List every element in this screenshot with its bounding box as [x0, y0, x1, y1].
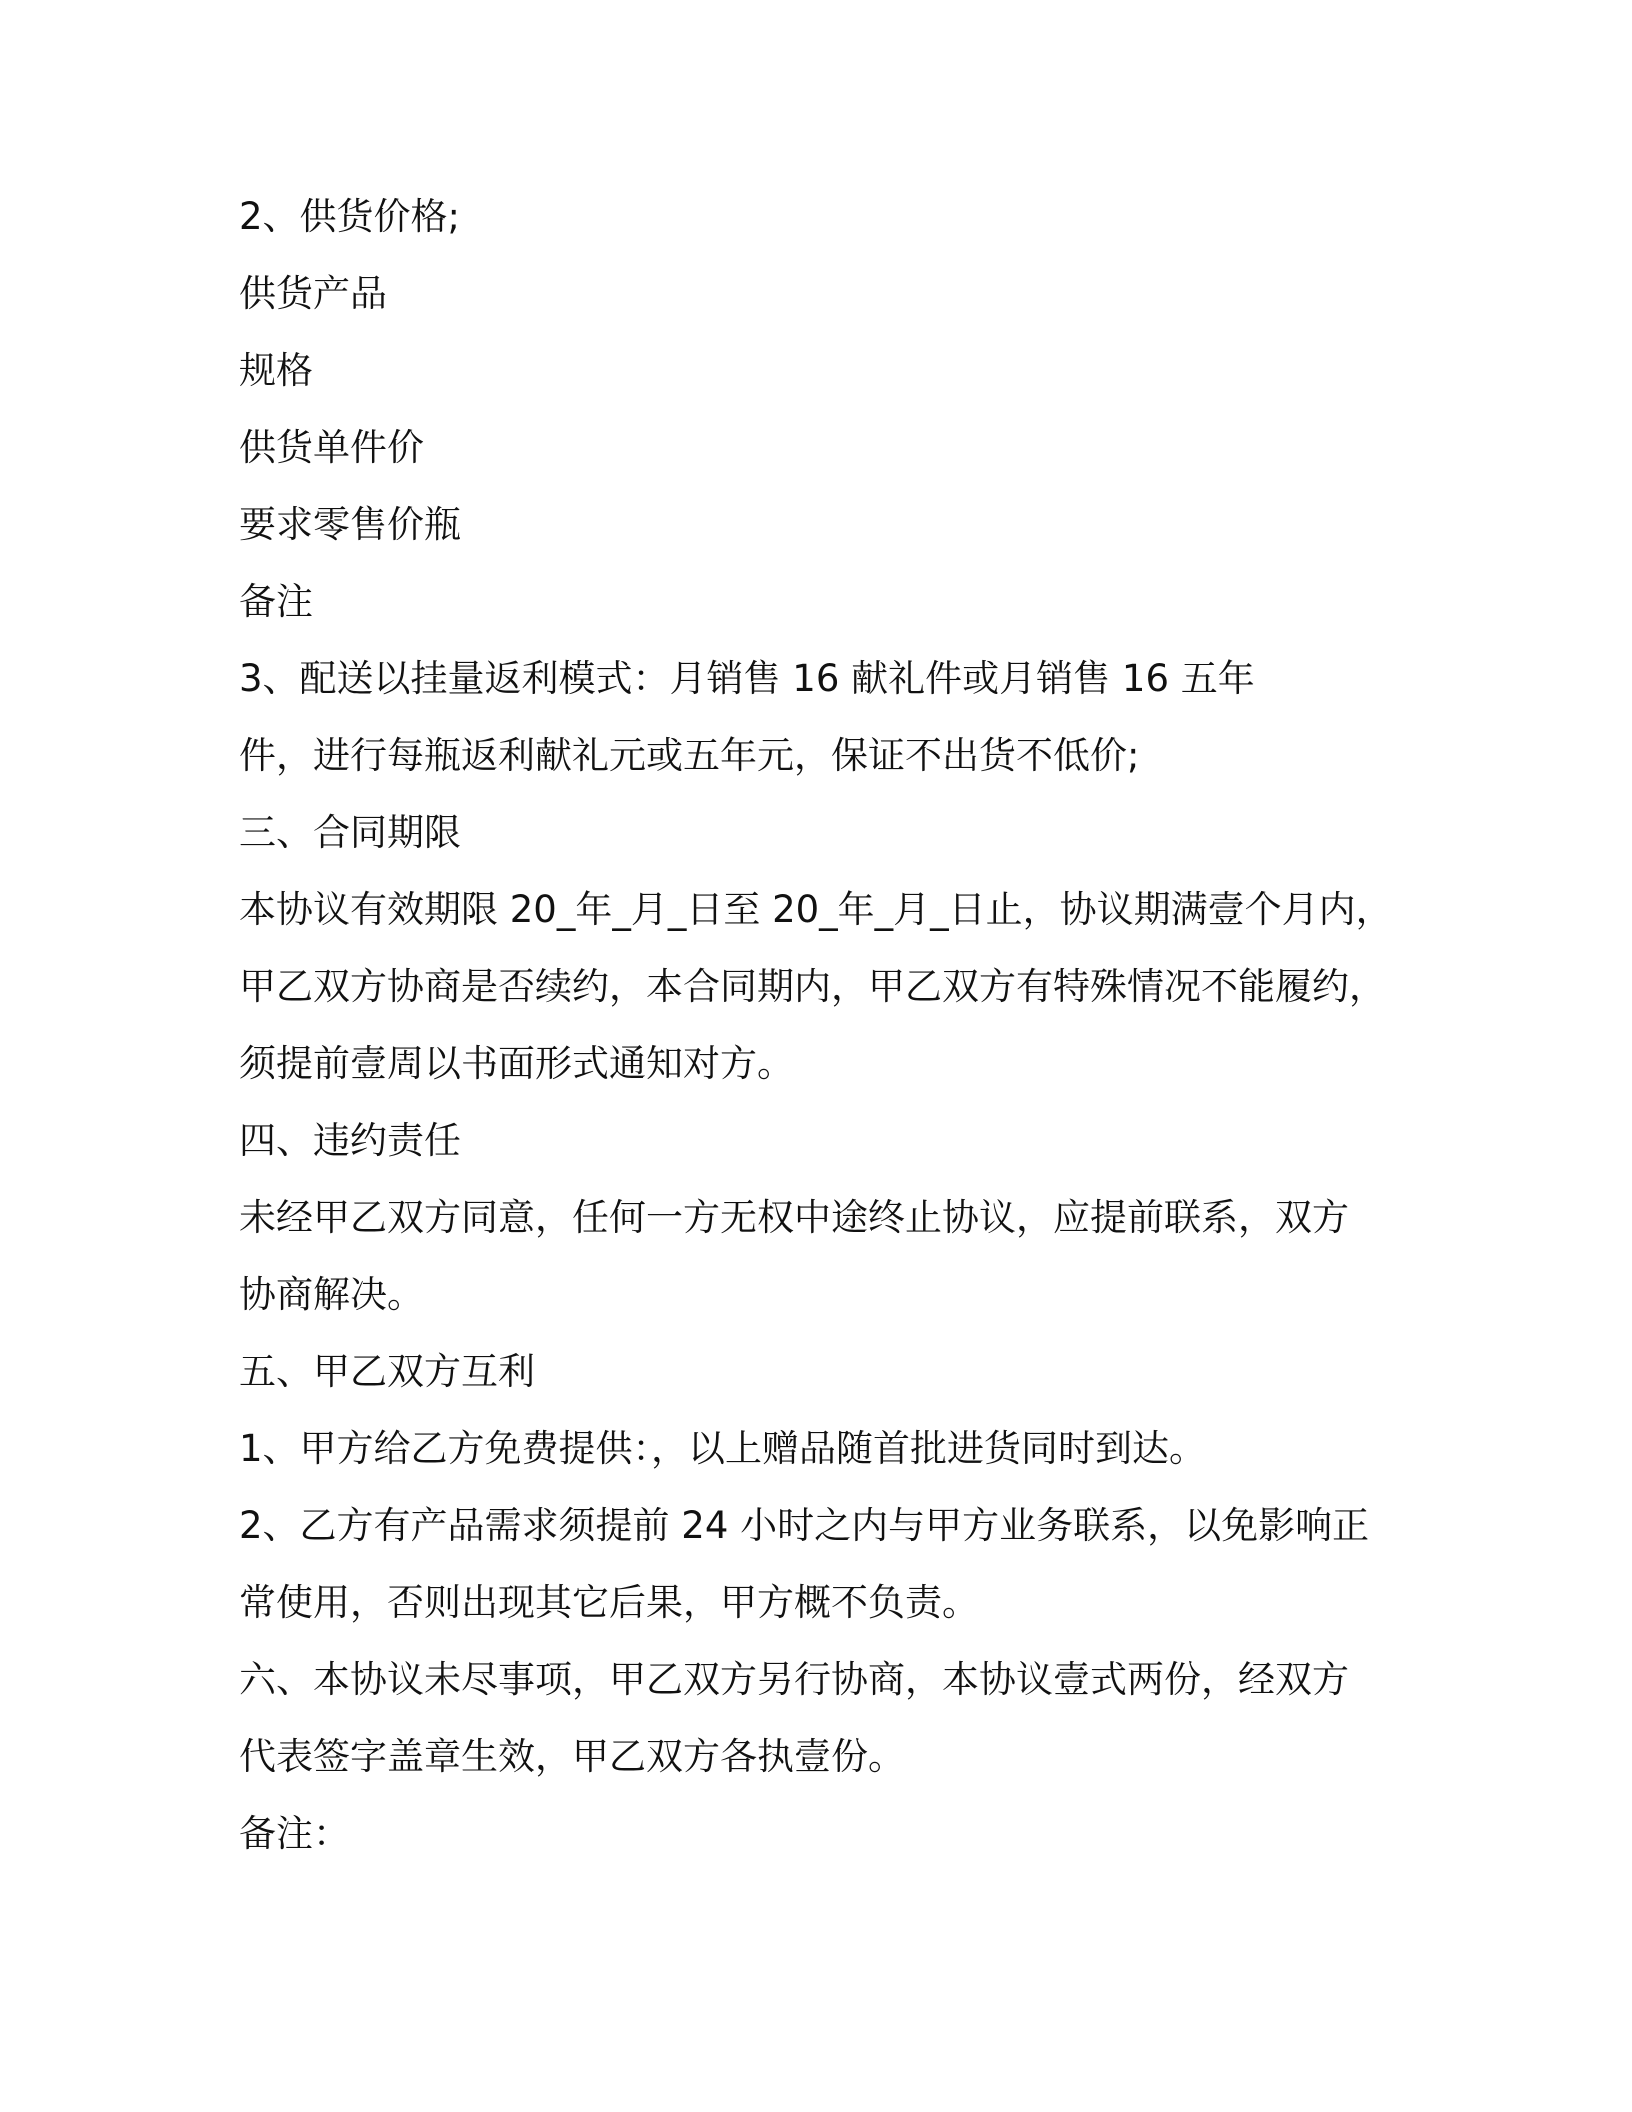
- section-3-para-line-2: 甲乙双方协商是否续约，本合同期内，甲乙双方有特殊情况不能履约，: [239, 965, 1386, 1008]
- field-retail-price: 要求零售价瓶: [239, 503, 461, 546]
- section-5-item-1: 1、甲方给乙方免费提供：，以上赠品随首批进货同时到达。: [239, 1427, 1207, 1470]
- section-3-para-line-3: 须提前壹周以书面形式通知对方。: [239, 1042, 794, 1085]
- section-4-para-line-1: 未经甲乙双方同意，任何一方无权中途终止协议，应提前联系，双方: [239, 1196, 1349, 1239]
- field-remarks: 备注: [239, 580, 313, 623]
- section-3-para-line-1: 本协议有效期限 20_年_月_日至 20_年_月_日止，协议期满壹个月内，: [239, 888, 1393, 931]
- section-5-heading: 五、甲乙双方互利: [239, 1350, 535, 1393]
- section-5-item-2-line-2: 常使用，否则出现其它后果，甲方概不负责。: [239, 1581, 979, 1624]
- section-6-line-1: 六、本协议未尽事项，甲乙双方另行协商，本协议壹式两份，经双方: [239, 1658, 1349, 1701]
- document-body: [239, 188, 1439, 1882]
- section-4-para-line-2: 协商解决。: [239, 1273, 424, 1316]
- section-4-heading: 四、违约责任: [239, 1119, 461, 1162]
- clause-3-line-2: 件，进行每瓶返利献礼元或五年元，保证不出货不低价;: [239, 734, 1140, 777]
- final-remarks: 备注：: [239, 1812, 350, 1855]
- section-5-item-2-line-1: 2、乙方有产品需求须提前 24 小时之内与甲方业务联系，以免影响正: [239, 1504, 1370, 1547]
- field-unit-price: 供货单件价: [239, 426, 424, 469]
- clause-2-price-heading: 2、供货价格;: [239, 195, 461, 238]
- field-supply-product: 供货产品: [239, 272, 387, 315]
- section-3-heading: 三、合同期限: [239, 811, 461, 854]
- section-6-line-2: 代表签字盖章生效，甲乙双方各执壹份。: [239, 1735, 905, 1778]
- clause-3-line-1: 3、配送以挂量返利模式：月销售 16 献礼件或月销售 16 五年: [239, 657, 1255, 700]
- field-specification: 规格: [239, 349, 313, 392]
